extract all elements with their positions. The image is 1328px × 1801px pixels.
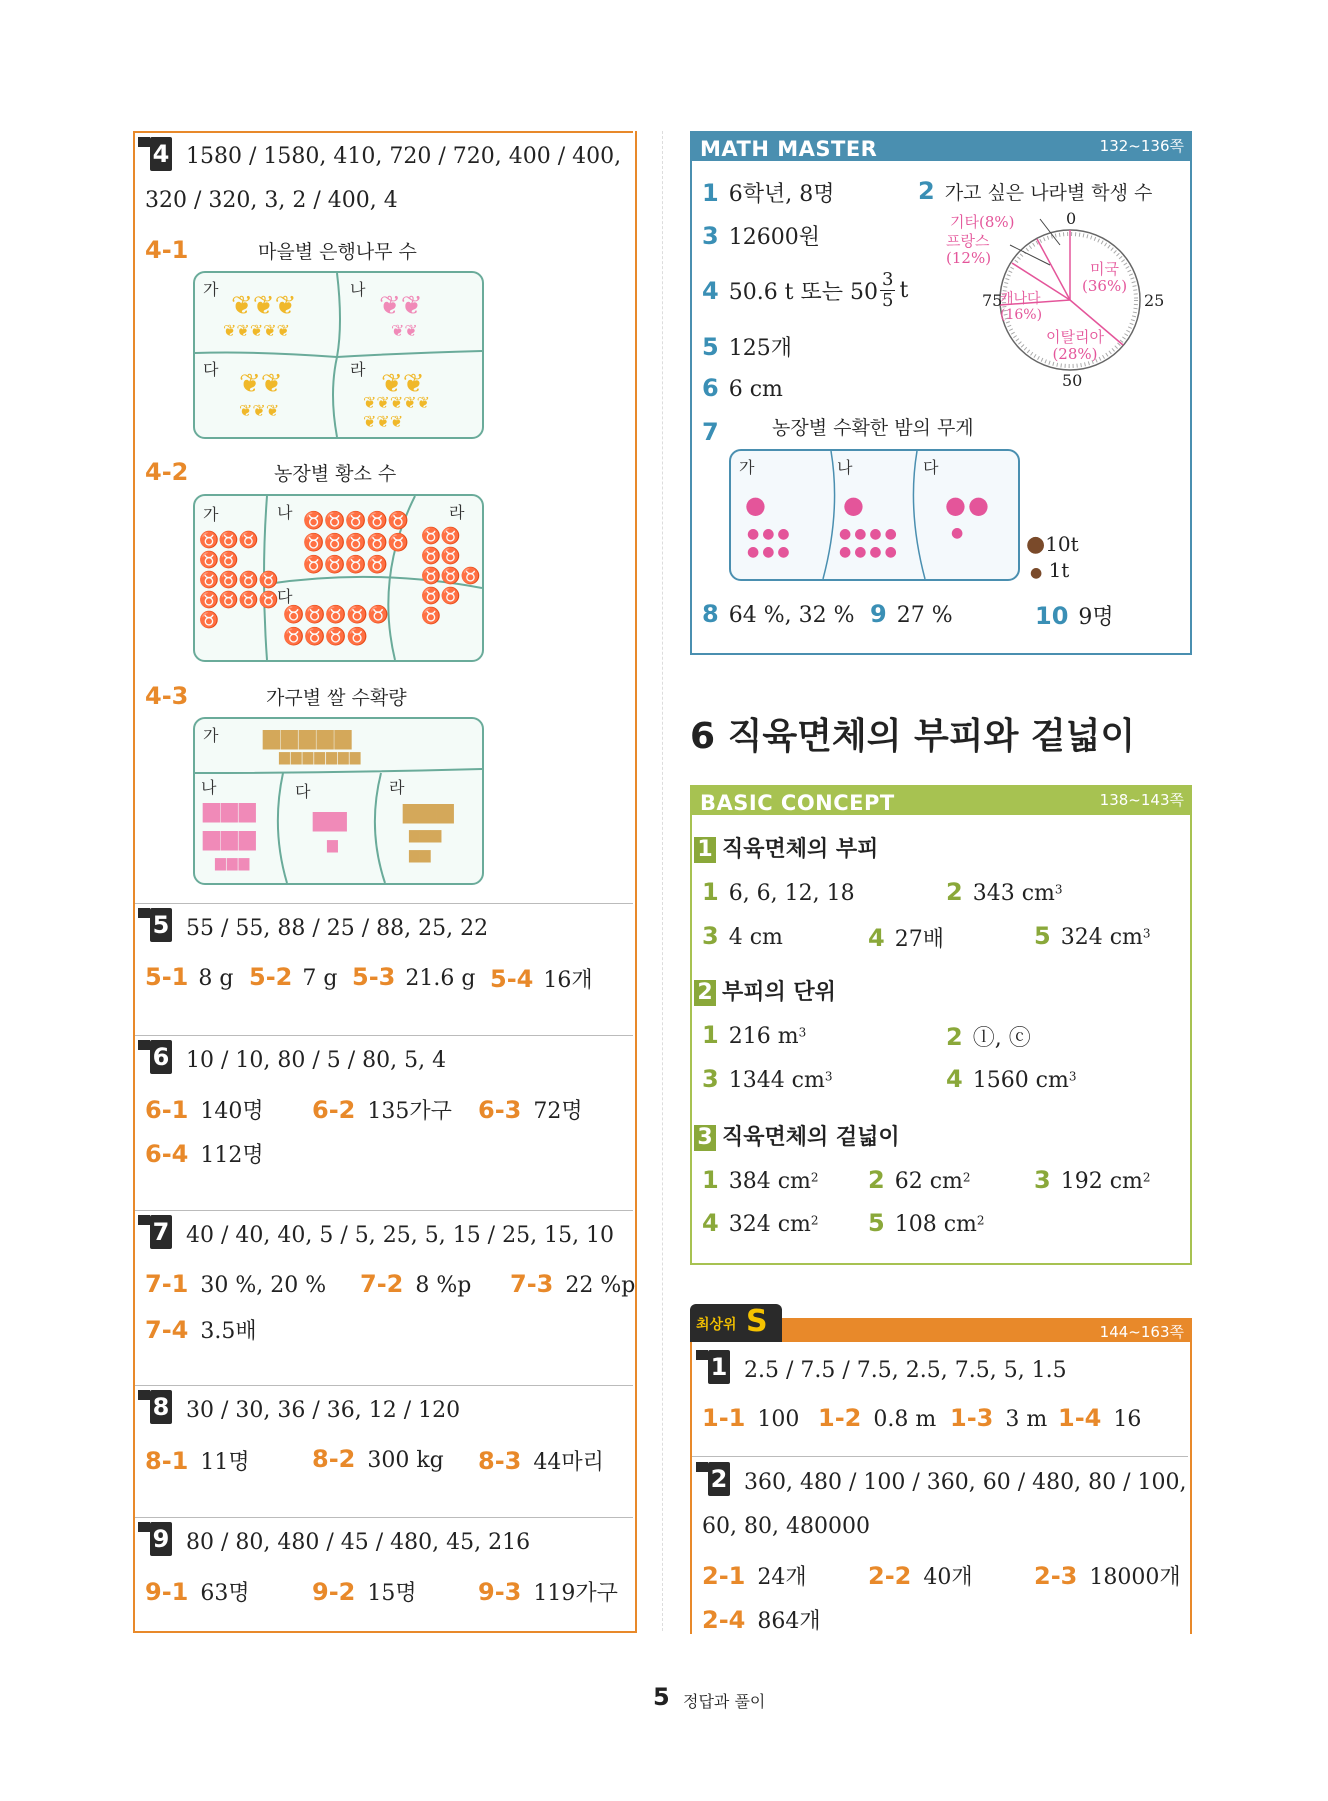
mm-answer [702,331,792,362]
chapter-title [690,708,1135,759]
answer-value: 15명 [367,1581,417,1606]
q7-answer [510,1270,635,1298]
logo-s-icon: S [746,1304,768,1339]
pictograph-title: 농장별 수확한 밤의 무게 [772,417,974,439]
pictograph-title: 마을별 은행나무 수 [258,241,417,263]
answer-key: 7 [702,418,719,446]
section-title: BASIC CONCEPT [700,791,895,815]
t-answer: 1-3 3 m [950,1404,1048,1432]
bc-answer: 4 324 $cm^2$ [702,1209,819,1237]
bc-answer: 3 4 cm [702,922,783,950]
bc-answer: 4 1560 $cm^3$ [946,1065,1077,1093]
pie-label: 미국 (36%) [1082,260,1128,295]
chestnut-small-icon: ● [951,525,964,541]
q4-line1: 1580 / 1580, 410, 720 / 720, 400 / 400, [186,144,622,169]
cell-label: 다 [203,360,219,379]
rice-sack-small-icon: ▆ [327,837,338,853]
q9-line: 80 / 80, 480 / 45 / 480, 45, 216 [186,1530,531,1555]
answer-value: 140명 [200,1099,264,1124]
page-number: 5 [653,1683,670,1711]
pie-tick: 25 [1144,291,1165,310]
chestnut-small-icon: ● [1030,565,1043,581]
fraction-numerator: 3 [882,269,894,290]
cow-icon: ♉♉ ♉♉ ♉♉♉ ♉♉ ♉ [421,526,481,625]
mm-answer [918,177,1152,205]
pictograph-title: 가구별 쌀 수확량 [266,687,407,709]
divider [135,1210,633,1211]
answer-value: 50.6 t 또는 50 [728,280,879,305]
ginkgo-small-icon: ❦❦❦❦❦ ❦❦❦ [363,393,431,431]
chapter-number: 6 [690,716,716,757]
pictograph-ginkgo [193,271,484,439]
answer-key: 4 [702,276,719,305]
divider [135,1385,633,1386]
q8-answer [478,1445,604,1476]
mm-answer [702,374,783,402]
mm-answer [1035,600,1114,631]
cell-label: 다 [295,782,311,801]
badge-label: 최상위 [696,1317,737,1333]
mm-answer [702,220,820,251]
ginkgo-icon: ❦❦ [379,291,423,321]
cell-label: 가 [203,505,219,524]
q5-answers [145,963,233,991]
cell-label: 다 [923,458,939,477]
t-answer: 1-2 0.8 m [818,1404,937,1432]
section-number: 2 [694,980,716,1006]
t-answer: 2-3 18000개 [1034,1562,1181,1590]
section-number: 1 [694,837,716,863]
chestnut-small-icon: ●●● ●●● [747,526,793,560]
answer-value: 44마리 [533,1450,604,1475]
q4-line2: 320 / 320, 3, 2 / 400, 4 [145,188,398,213]
question-number-tab: 1 [708,1350,730,1384]
answer-value: 11명 [200,1450,250,1475]
q8-answer [312,1445,444,1473]
answer-value: 3.5배 [200,1319,257,1344]
answer-value: 8 %p [415,1273,472,1298]
pie-tick: 75 [982,291,1003,310]
answer-key: 5-2 [249,963,293,991]
answer-key: 8-3 [478,1447,522,1475]
math-master-header [690,131,1192,161]
bc-answer: 5 108 $cm^2$ [868,1209,985,1237]
question-number-tab: 4 [150,137,172,171]
answer-key: 8-2 [312,1445,356,1473]
answer-value: 21.6 g [405,966,476,991]
ginkgo-icon: ❦❦ [381,369,425,399]
pie-tick: 0 [1066,209,1077,228]
bc-answer: 3 192 $cm^2$ [1034,1166,1151,1194]
cell-label: 라 [449,503,465,522]
question-number-tab: 8 [150,1390,172,1424]
rice-sack-icon: ▆▆▆▆▆ [263,725,353,750]
q6-answer [145,1094,264,1125]
answer-value: 6 cm [728,377,783,402]
mm-answer [702,177,834,208]
answer-value: 300 kg [367,1448,444,1473]
pie-label: 캐나다 (16%) [1000,291,1043,323]
q9-answer [145,1576,250,1607]
section-title: MATH MASTER [700,137,878,161]
answer-key: 8 [702,600,719,628]
bc-answer: 2 ⓛ, ⓒ [946,1023,1031,1051]
answer-key: 6-1 [145,1096,189,1124]
answer-value: 12600원 [728,225,820,250]
cow-icon: ♉♉♉♉♉ ♉♉♉♉♉ ♉♉♉♉ [303,511,409,575]
ginkgo-small-icon: ❦❦❦❦❦ [223,321,291,340]
sub-label: 4-1 [145,236,189,264]
rice-sack-small-icon: ▆▆▆▆▆▆▆ [279,749,362,765]
answer-key: 6-4 [145,1140,189,1168]
question-number-tab: 6 [150,1040,172,1074]
divider [692,1456,1188,1457]
section-number: 3 [694,1125,716,1151]
cell-label: 라 [389,778,405,797]
answer-key: 9-3 [478,1578,522,1606]
mm-answer [702,600,854,628]
bc-answer: 2 62 $cm^2$ [868,1166,971,1194]
answer-value: 7 g [302,966,338,991]
answer-value: 119가구 [533,1581,618,1606]
cow-icon: ♉♉♉♉♉ ♉♉♉♉ [283,605,389,647]
answer-key: 6-3 [478,1096,522,1124]
question-number-tab: 2 [708,1462,730,1496]
answer-value: 16개 [543,968,593,993]
q5-answers [249,963,337,991]
q7-answer [145,1270,326,1298]
bc-answer: 2 343 $cm^3$ [946,878,1063,906]
q6-answer [312,1094,452,1125]
bc-answer: 1 384 $cm^2$ [702,1166,819,1194]
question-number-tab: 7 [150,1215,172,1249]
t-q2-line1: 360, 480 / 100 / 360, 60 / 480, 80 / 100, [744,1470,1187,1495]
answer-value: 125개 [728,336,792,361]
answer-key: 5 [702,333,719,361]
top-level-header [782,1318,1192,1342]
divider [135,1517,633,1518]
cell-label: 나 [350,280,366,299]
t-q1-line: 2.5 / 7.5 / 7.5, 2.5, 7.5, 5, 1.5 [744,1358,1067,1383]
pie-tick: 50 [1062,371,1083,390]
ginkgo-small-icon: ❦❦❦ [239,401,280,420]
answer-value: 8 g [198,966,234,991]
sub-label: 4-3 [145,682,189,710]
rice-sack-small-icon: ▆▆▆ [215,855,251,871]
bc-answer: 3 1344 $cm^3$ [702,1065,833,1093]
answer-value: 22 %p [565,1273,636,1298]
cow-icon: ♉♉♉ ♉♉ ♉♉♉♉ ♉♉♉♉ ♉ [199,530,279,629]
cell-label: 가 [203,726,219,745]
rice-sack-small-icon: ▆▆▆ ▆▆ [409,827,442,863]
answer-value: 9명 [1078,605,1114,630]
pie-label: 이탈리아 (28%) [1046,328,1104,363]
cell-label: 나 [837,458,853,477]
legend-big: ●10t [1026,532,1079,557]
answer-value: 64 %, 32 % [728,603,855,628]
t-answer: 1-1 100 [702,1404,800,1432]
answer-key: 10 [1035,602,1069,630]
cell-label: 라 [350,360,366,379]
pictograph-chestnut [729,449,1020,581]
t-answer: 2-4 864개 [702,1606,821,1634]
answer-key: 2 [918,177,935,205]
bc-answer: 4 27배 [868,924,944,952]
cell-label: 다 [277,587,293,606]
pie-chart [940,205,1170,395]
question-number-tab: 9 [150,1522,172,1556]
pie-label: 프랑스 (12%) [946,232,992,267]
section-title: 직육면체의 부피 [722,837,879,862]
answer-key: 5-1 [145,963,189,991]
q6-answer [145,1138,264,1169]
divider [135,1035,633,1036]
column-separator [662,131,663,1631]
concept-section-heading [694,832,878,863]
page-range: 138~143쪽 [1099,791,1184,809]
answer-unit: t [899,278,909,303]
answer-value: 30 %, 20 % [200,1273,327,1298]
basic-concept-header [690,785,1192,815]
q6-line: 10 / 10, 80 / 5 / 80, 5, 4 [186,1048,447,1073]
fraction [880,270,895,311]
cell-label: 가 [203,280,219,299]
answer-key: 9-2 [312,1578,356,1606]
bc-answer: 1 216 $m^3$ [702,1021,807,1049]
answer-key: 5-4 [490,965,534,993]
answer-key: 8-1 [145,1447,189,1475]
question-number-tab: 5 [150,908,172,942]
q5-answers [490,963,593,994]
answer-key: 6-2 [312,1096,356,1124]
chestnut-icon: ● [1026,532,1046,557]
chestnut-icon: ● [843,491,864,519]
mm-answer [870,600,953,628]
answer-key: 7-3 [510,1270,554,1298]
q8-answer [145,1445,250,1476]
answer-value: 135가구 [367,1099,452,1124]
cell-label: 나 [201,778,217,797]
t-answer: 2-1 24개 [702,1562,807,1590]
answer-key: 9 [870,600,887,628]
rice-sack-icon: ▆▆▆ ▆▆▆ [203,798,257,851]
sub-label: 4-2 [145,458,189,486]
pictograph-cattle [193,494,484,662]
section-title: 직육면체의 겉넓이 [722,1125,900,1150]
answer-key: 1 [702,179,719,207]
q6-answer [478,1094,583,1125]
t-q2-line2: 60, 80, 480000 [702,1514,870,1539]
concept-section-heading [694,975,836,1006]
answer-key: 7-2 [360,1270,404,1298]
mm-answer [702,270,908,311]
page-range: 132~136쪽 [1099,137,1184,155]
bc-answer: 5 324 $cm^3$ [1034,922,1151,950]
chapter-name: 직육면체의 부피와 겉넓이 [727,716,1136,757]
divider [135,903,633,904]
pictograph-rice [193,717,484,885]
answer-value: 63명 [200,1581,250,1606]
chestnut-icon: ●● [945,491,991,519]
q7-answer [145,1314,257,1345]
ginkgo-icon: ❦❦❦ [231,291,297,321]
q7-answer [360,1270,471,1298]
answer-value: 112명 [200,1143,264,1168]
t-answer: 2-2 40개 [868,1562,973,1590]
q9-answer [312,1576,417,1607]
chestnut-icon: ● [745,491,766,519]
rice-sack-icon: ▆▆▆ [403,799,454,824]
answer-value: 6학년, 8명 [728,182,835,207]
t-answer: 1-4 16 [1058,1404,1142,1432]
pie-label: 기타(8%) [950,213,1015,231]
legend-small: ● 1t [1030,558,1070,582]
q5-answers [352,963,475,991]
cell-label: 가 [739,458,755,477]
answer-value: 72명 [533,1099,583,1124]
ginkgo-small-icon: ❦❦ [391,321,418,340]
page-range: 144~163쪽 [1099,1323,1184,1341]
top-level-badge [690,1304,782,1342]
answer-key: 9-1 [145,1578,189,1606]
fraction-denominator: 5 [882,290,894,311]
q7-line: 40 / 40, 40, 5 / 5, 25, 5, 15 / 25, 15, 10 [186,1223,615,1248]
bc-answer: 1 6, 6, 12, 18 [702,878,855,906]
answer-key: 3 [702,222,719,250]
ginkgo-icon: ❦❦ [239,369,283,399]
answer-key: 7-4 [145,1316,189,1344]
concept-section-heading [694,1120,900,1151]
answer-key: 6 [702,374,719,402]
q5-line: 55 / 55, 88 / 25 / 88, 25, 22 [186,916,489,941]
left-panel-top-border [133,131,633,133]
answer-value: 27 % [896,603,953,628]
cell-label: 나 [277,503,293,522]
rice-sack-icon: ▆▆ [313,807,347,832]
pie-chart-title: 가고 싶은 나라별 학생 수 [944,182,1153,204]
footer-text: 정답과 풀이 [683,1692,766,1711]
q9-answer [478,1576,618,1607]
answer-key: 5-3 [352,963,396,991]
section-title: 부피의 단위 [722,980,836,1005]
answer-key: 7-1 [145,1270,189,1298]
pictograph-title: 농장별 황소 수 [274,463,397,485]
q8-line: 30 / 30, 36 / 36, 12 / 120 [186,1398,461,1423]
chestnut-small-icon: ●●●● ●●●● [839,526,900,560]
